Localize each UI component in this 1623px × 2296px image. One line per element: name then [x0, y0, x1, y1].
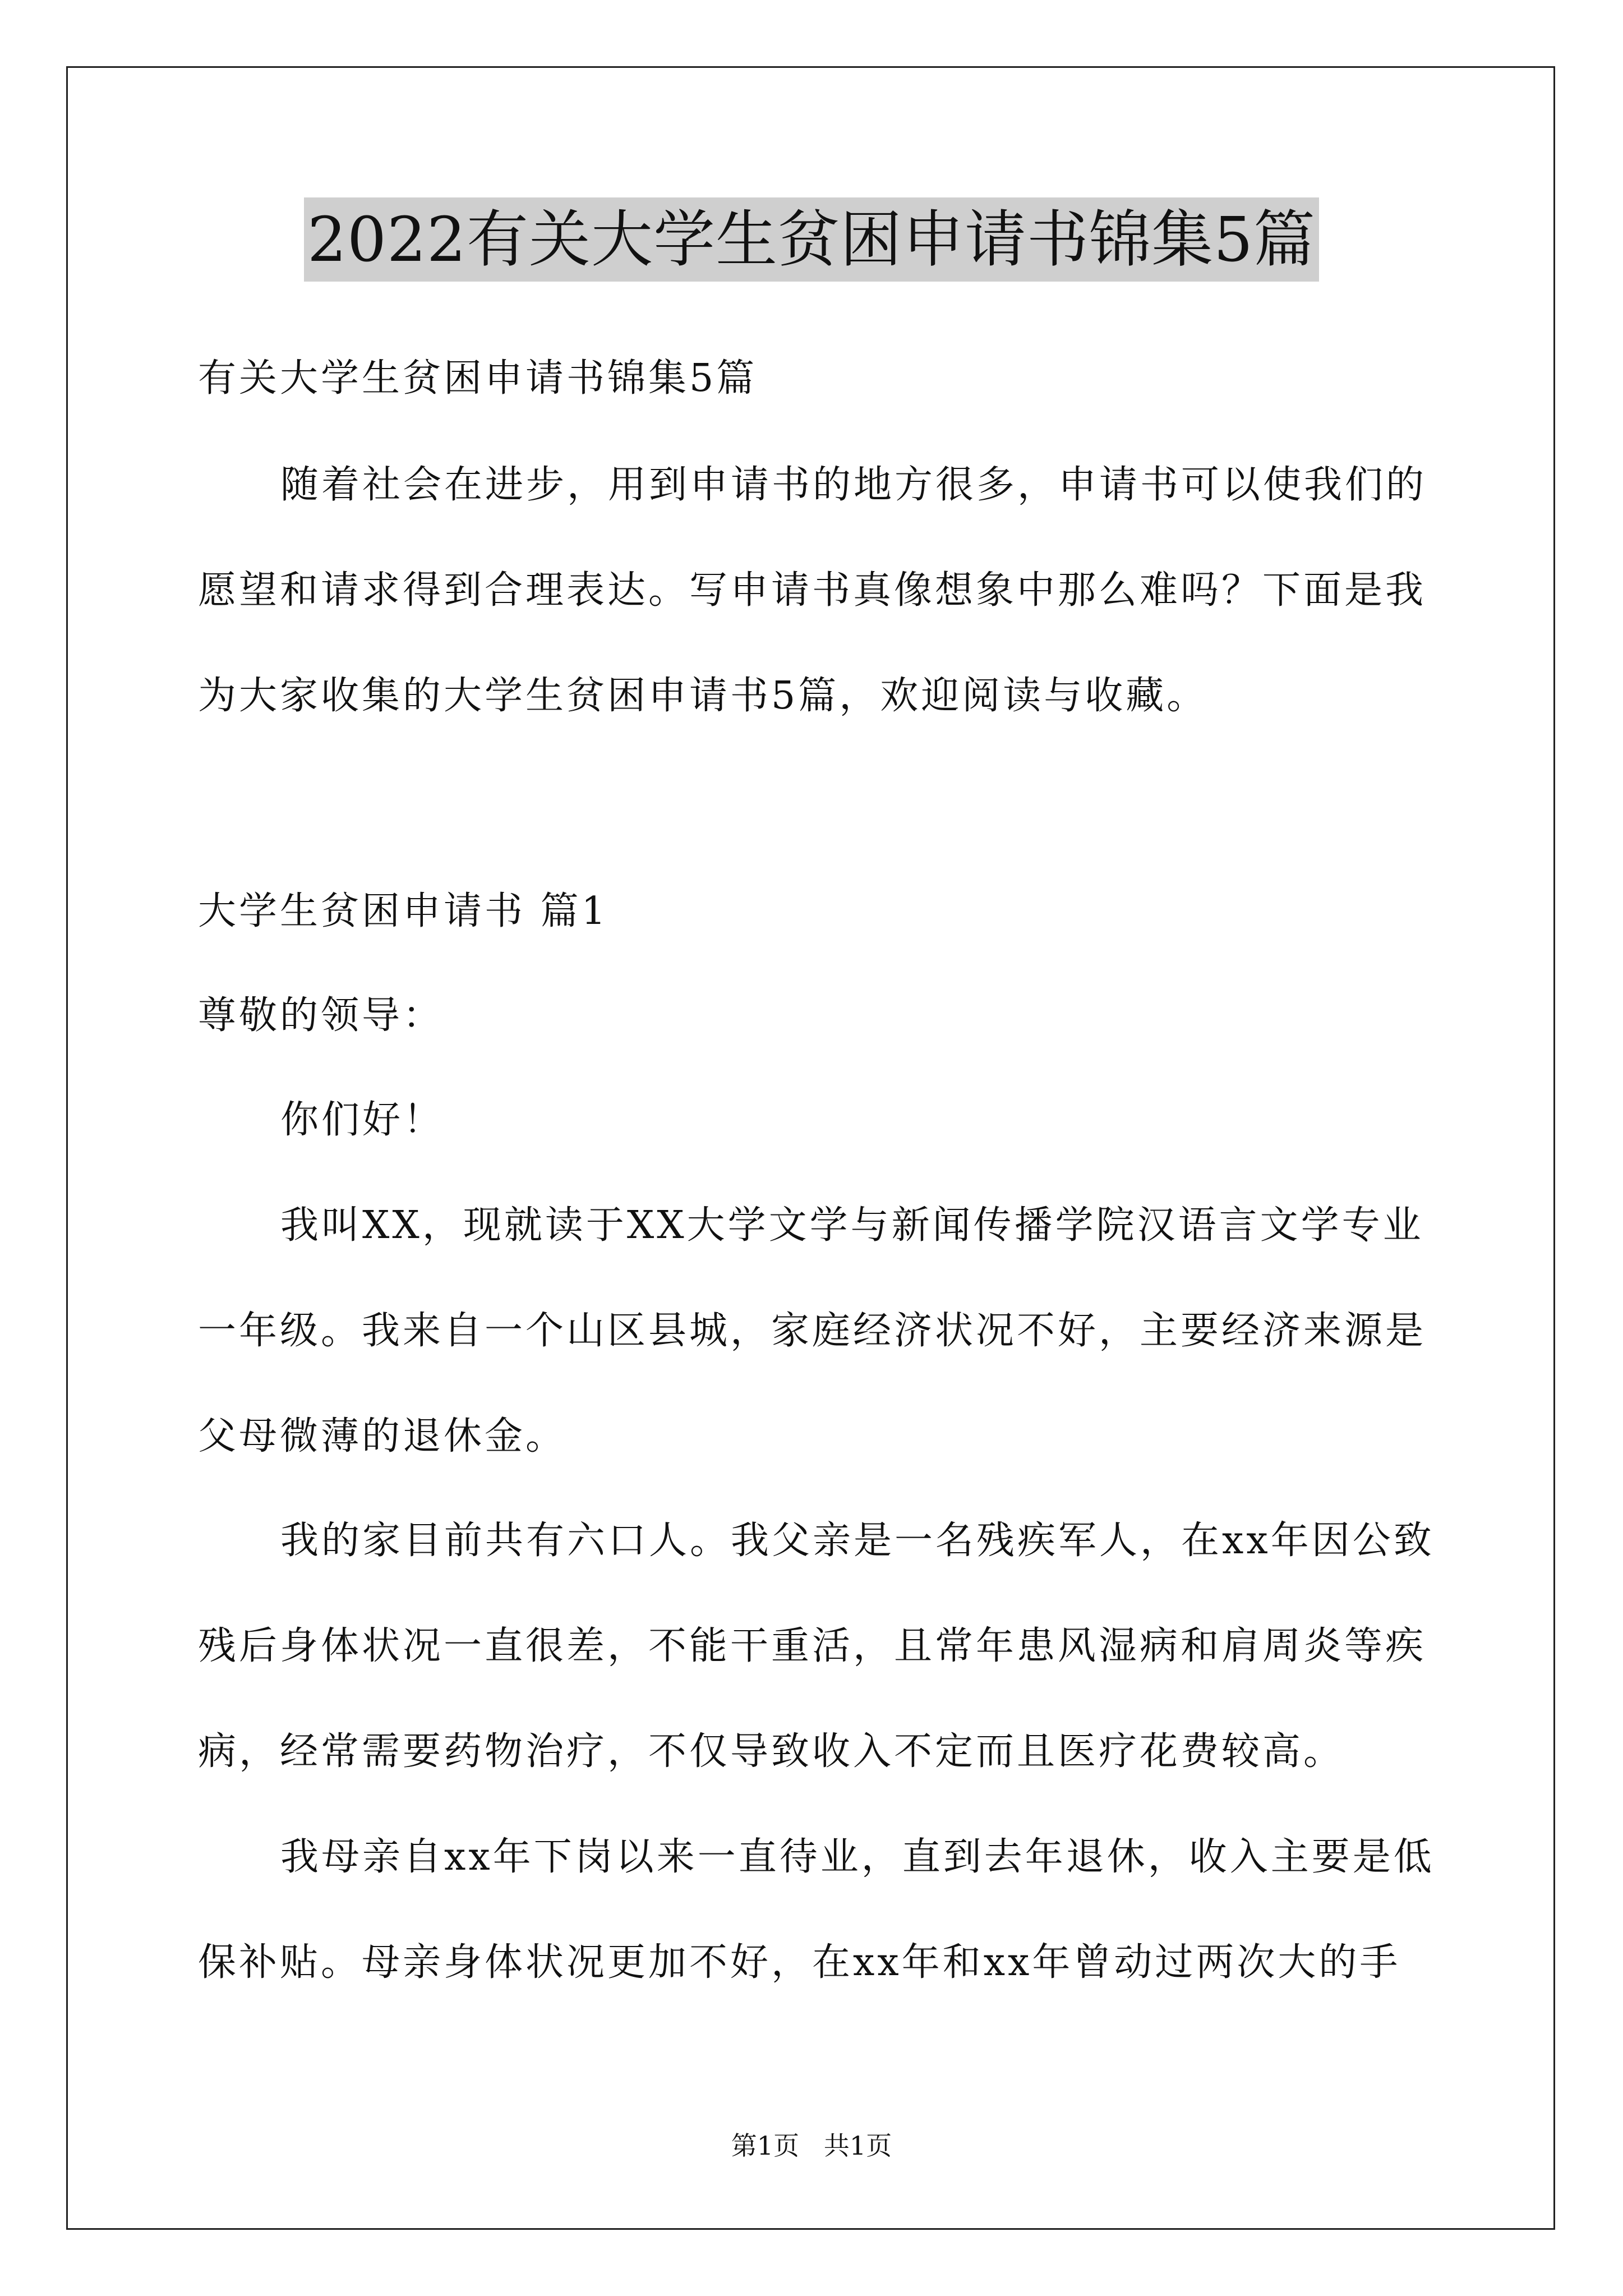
paragraph2-line-3: 病，经常需要药物治疗，不仅导致收入不定而且医疗花费较高。 — [198, 1729, 1345, 1774]
document-subtitle: 有关大学生贫困申请书锦集5篇 — [198, 356, 758, 401]
title-container — [0, 197, 1623, 282]
salutation: 尊敬的领导： — [198, 993, 444, 1038]
paragraph1-line-2: 一年级。我来自一个山区县城，家庭经济状况不好，主要经济来源是 — [198, 1309, 1427, 1353]
intro-line-2: 愿望和请求得到合理表达。写申请书真像想象中那么难吗？下面是我 — [198, 568, 1427, 613]
paragraph3-line-2: 保补贴。母亲身体状况更加不好，在xx年和xx年曾动过两次大的手 — [198, 1940, 1401, 1985]
paragraph1-line-1: 我叫XX，现就读于XX大学文学与新闻传播学院汉语言文学专业 — [280, 1203, 1424, 1248]
intro-line-3: 为大家收集的大学生贫困申请书5篇，欢迎阅读与收藏。 — [198, 674, 1208, 718]
paragraph2-line-2: 残后身体状况一直很差，不能干重活，且常年患风湿病和肩周炎等疾 — [198, 1624, 1427, 1668]
page-footer: 第1页 共1页 — [731, 2131, 892, 2161]
paragraph2-line-1: 我的家目前共有六口人。我父亲是一名残疾军人，在xx年因公致 — [280, 1519, 1435, 1563]
paragraph3-line-1: 我母亲自xx年下岗以来一直待业，直到去年退休，收入主要是低 — [280, 1835, 1435, 1879]
greeting: 你们好！ — [280, 1098, 445, 1142]
document-title: 2022有关大学生贫困申请书锦集5篇 — [304, 197, 1319, 282]
section-heading: 大学生贫困申请书 篇1 — [198, 889, 608, 933]
intro-line-1: 随着社会在进步，用到申请书的地方很多，申请书可以使我们的 — [280, 463, 1427, 507]
paragraph1-line-3: 父母微薄的退休金。 — [198, 1414, 567, 1458]
